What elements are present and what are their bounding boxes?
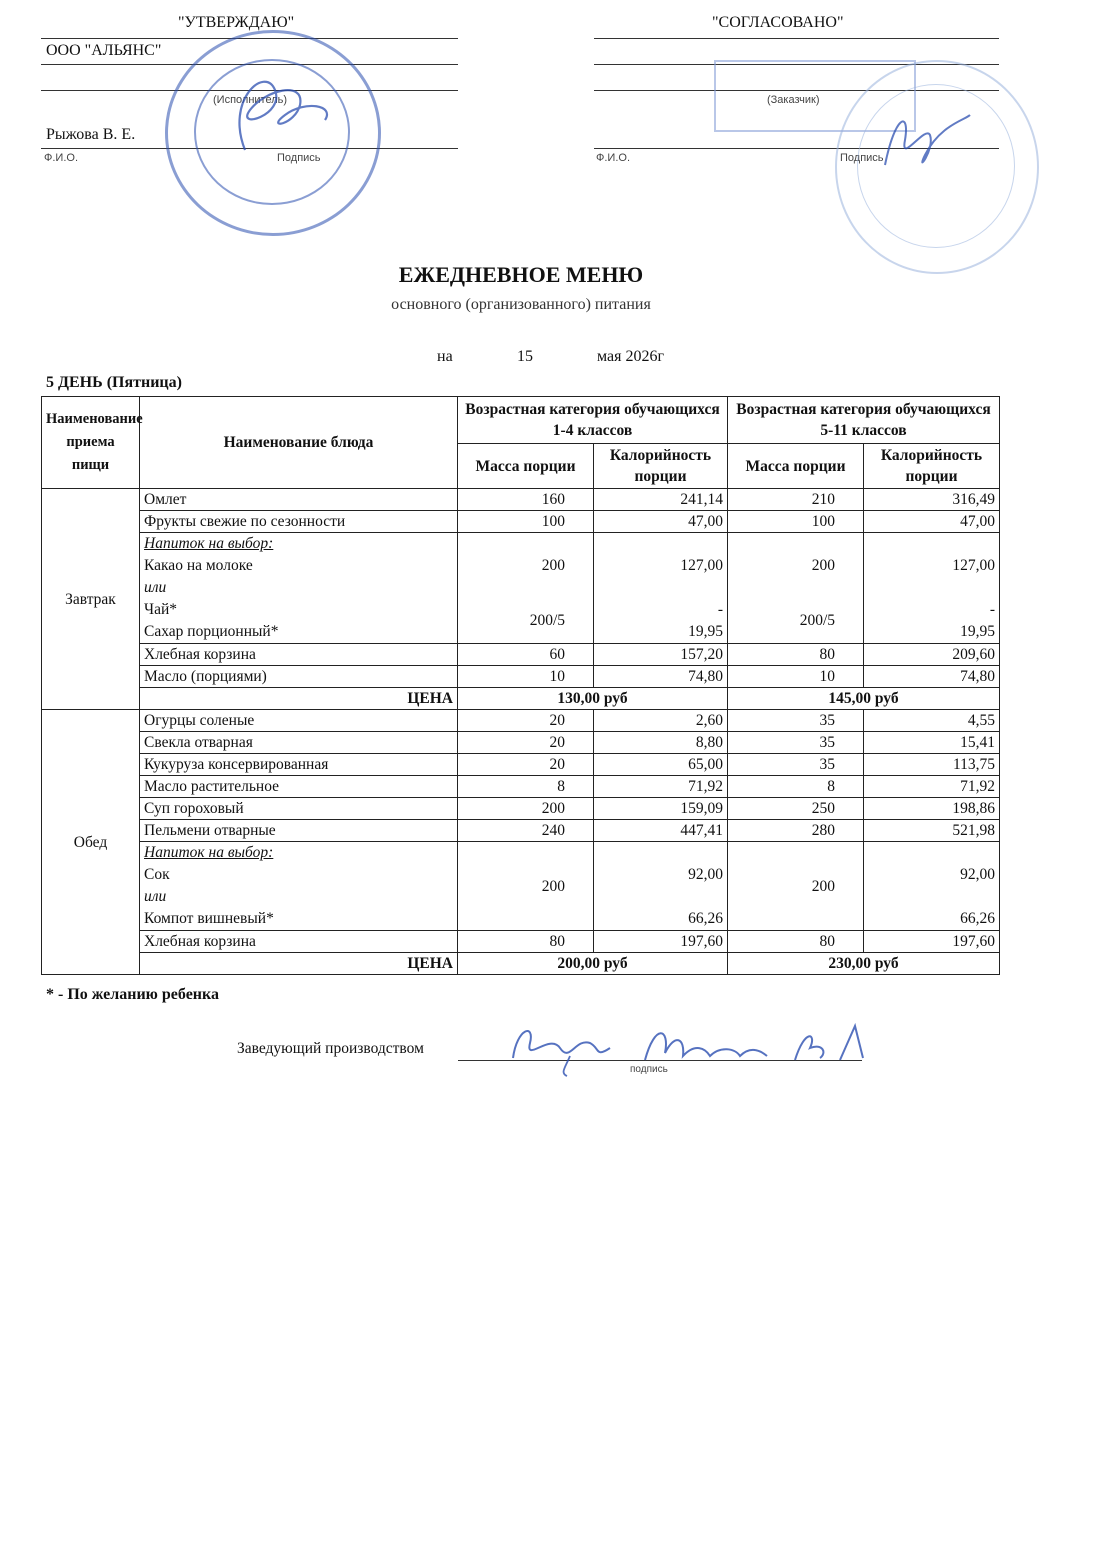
mass-2: 250: [728, 798, 864, 820]
mass-2: 200: [728, 842, 864, 931]
cal-1: 197,60: [594, 931, 728, 953]
manager-label: Заведующий производством: [237, 1040, 424, 1057]
price-row-breakfast: [42, 688, 1000, 710]
cal-2: 47,00: [864, 511, 1000, 533]
dish-name: Свекла отварная: [140, 732, 458, 754]
cal-value: 127,00: [680, 557, 723, 574]
drink-option: Какао на молоке: [144, 557, 253, 574]
dish-name: Омлет: [140, 489, 458, 511]
table-row: [42, 666, 1000, 688]
fio-caption-right: Ф.И.О.: [596, 152, 630, 164]
cal-2: 74,80: [864, 666, 1000, 688]
document-title: ЕЖЕДНЕВНОЕ МЕНЮ: [398, 262, 644, 287]
cal-value: 92,00: [688, 866, 723, 883]
header-meal: Наименование приема пищи: [42, 397, 140, 489]
mass-1: 100: [458, 511, 594, 533]
sign-caption-right: Подпись: [840, 152, 884, 164]
header-category-5-11: Возрастная категория обучающихся 5-11 классов: [728, 397, 1000, 444]
table-row-drink-choice: [42, 533, 1000, 644]
cal-1: 159,09: [594, 798, 728, 820]
mass-value: 200: [541, 557, 565, 574]
cal-2: 316,49: [864, 489, 1000, 511]
table-row: [42, 776, 1000, 798]
cal-value: -: [717, 601, 723, 618]
mass-1: 200: [458, 798, 594, 820]
cal-value: 19,95: [960, 623, 996, 640]
table-row: [42, 820, 1000, 842]
mass-2: 80: [728, 644, 864, 666]
cal-2: 197,60: [864, 931, 1000, 953]
dish-name: Суп гороховый: [140, 798, 458, 820]
dish-name: Хлебная корзина: [140, 931, 458, 953]
day-label: 5 ДЕНЬ (Пятница): [46, 374, 182, 391]
mass-1: 240: [458, 820, 594, 842]
drink-option: Сахар порционный*: [144, 623, 279, 640]
price-1-4: 200,00 руб: [458, 953, 728, 975]
drink-choice-cell: [140, 842, 458, 931]
org-name: ООО "АЛЬЯНС": [46, 42, 162, 59]
cal-value: 127,00: [952, 557, 996, 574]
cal-2: 113,75: [864, 754, 1000, 776]
price-5-11: 230,00 руб: [728, 953, 1000, 975]
meal-breakfast: Завтрак: [42, 489, 140, 710]
agreed-title-line: [594, 38, 999, 39]
manager-signature: [505, 1018, 875, 1078]
sign-caption-left: Подпись: [277, 152, 321, 164]
mass-1: 200: [458, 842, 594, 931]
mass-1: 10: [458, 666, 594, 688]
cal-value: 19,95: [688, 623, 723, 640]
meal-lunch: Обед: [42, 710, 140, 975]
mass-2: [728, 533, 864, 644]
mass-1: [458, 533, 594, 644]
table-row: [42, 710, 1000, 732]
cal-2: 4,55: [864, 710, 1000, 732]
drink-or: или: [144, 579, 167, 596]
footnote: * - По желанию ребенка: [46, 986, 219, 1003]
dish-name: Кукуруза консервированная: [140, 754, 458, 776]
table-row: [42, 754, 1000, 776]
mass-1: 20: [458, 732, 594, 754]
drink-choice-cell: [140, 533, 458, 644]
cal-1: [594, 533, 728, 644]
date-month-year: мая 2026г: [597, 348, 665, 365]
mass-1: 60: [458, 644, 594, 666]
mass-2: 10: [728, 666, 864, 688]
dish-name: Огурцы соленые: [140, 710, 458, 732]
header-cal-2: Калорийность порции: [864, 444, 1000, 489]
mass-2: 280: [728, 820, 864, 842]
table-row: [42, 931, 1000, 953]
drink-choice-header: Напиток на выбор:: [144, 844, 274, 861]
dish-name: Фрукты свежие по сезонности: [140, 511, 458, 533]
dish-name: Масло растительное: [140, 776, 458, 798]
header-dish: Наименование блюда: [140, 397, 458, 489]
price-5-11: 145,00 руб: [728, 688, 1000, 710]
header-mass-2: Масса порции: [728, 444, 864, 489]
dish-name: Хлебная корзина: [140, 644, 458, 666]
cal-2: 71,92: [864, 776, 1000, 798]
cal-1: 65,00: [594, 754, 728, 776]
cal-2: [864, 533, 1000, 644]
mass-1: 20: [458, 754, 594, 776]
price-row-lunch: [42, 953, 1000, 975]
executor-fio: Рыжова В. Е.: [46, 126, 136, 143]
price-1-4: 130,00 руб: [458, 688, 728, 710]
table-row: [42, 644, 1000, 666]
cal-value: -: [989, 601, 996, 618]
cal-1: 241,14: [594, 489, 728, 511]
cal-1: [594, 842, 728, 931]
agreed-title: "СОГЛАСОВАНО": [712, 14, 844, 31]
customer-signature: [870, 95, 980, 185]
drink-option: Компот вишневый*: [144, 910, 274, 927]
table-row: [42, 798, 1000, 820]
mass-2: 100: [728, 511, 864, 533]
cal-1: 2,60: [594, 710, 728, 732]
mass-value: 200/5: [799, 612, 835, 629]
drink-or: или: [144, 888, 167, 905]
dish-name: Пельмени отварные: [140, 820, 458, 842]
mass-1: 160: [458, 489, 594, 511]
cal-2: 521,98: [864, 820, 1000, 842]
header-cal-1: Калорийность порции: [594, 444, 728, 489]
mass-1: 20: [458, 710, 594, 732]
mass-value: 200: [811, 557, 835, 574]
cal-2: 15,41: [864, 732, 1000, 754]
mass-1: 8: [458, 776, 594, 798]
table-row-drink-choice: [42, 842, 1000, 931]
mass-2: 8: [728, 776, 864, 798]
cal-value: 92,00: [960, 866, 996, 883]
cal-2: 198,86: [864, 798, 1000, 820]
mass-2: 80: [728, 931, 864, 953]
fio-caption-left: Ф.И.О.: [44, 152, 78, 164]
date-prefix: на: [437, 348, 453, 365]
cal-1: 8,80: [594, 732, 728, 754]
document-subtitle: основного (организованного) питания: [391, 296, 651, 313]
dish-name: Масло (порциями): [140, 666, 458, 688]
price-label: ЦЕНА: [140, 953, 458, 975]
drink-option: Чай*: [144, 601, 177, 618]
mass-2: 35: [728, 754, 864, 776]
price-label: ЦЕНА: [140, 688, 458, 710]
cal-2: 209,60: [864, 644, 1000, 666]
executor-caption: (Исполнитель): [213, 94, 288, 106]
date-day: 15: [517, 348, 533, 365]
cal-1: 74,80: [594, 666, 728, 688]
approve-title: "УТВЕРЖДАЮ": [178, 14, 295, 31]
cal-1: 47,00: [594, 511, 728, 533]
drink-choice-header: Напиток на выбор:: [144, 535, 274, 552]
manager-sign-caption: подпись: [630, 1064, 668, 1075]
cal-value: 66,26: [688, 910, 723, 927]
menu-table: [41, 396, 1000, 975]
mass-value: 200/5: [529, 612, 565, 629]
table-row: [42, 732, 1000, 754]
cal-1: 71,92: [594, 776, 728, 798]
mass-1: 80: [458, 931, 594, 953]
cal-value: 66,26: [960, 910, 996, 927]
mass-2: 35: [728, 710, 864, 732]
customer-caption: (Заказчик): [767, 94, 820, 106]
header-category-1-4: Возрастная категория обучающихся 1-4 классов: [458, 397, 728, 444]
cal-1: 447,41: [594, 820, 728, 842]
mass-2: 210: [728, 489, 864, 511]
drink-option: Сок: [144, 866, 170, 883]
approve-title-line: [41, 38, 458, 39]
cal-1: 157,20: [594, 644, 728, 666]
mass-2: 35: [728, 732, 864, 754]
table-row: [42, 489, 1000, 511]
cal-2: [864, 842, 1000, 931]
executor-signature: [205, 60, 355, 170]
table-row: [42, 511, 1000, 533]
header-mass-1: Масса порции: [458, 444, 594, 489]
